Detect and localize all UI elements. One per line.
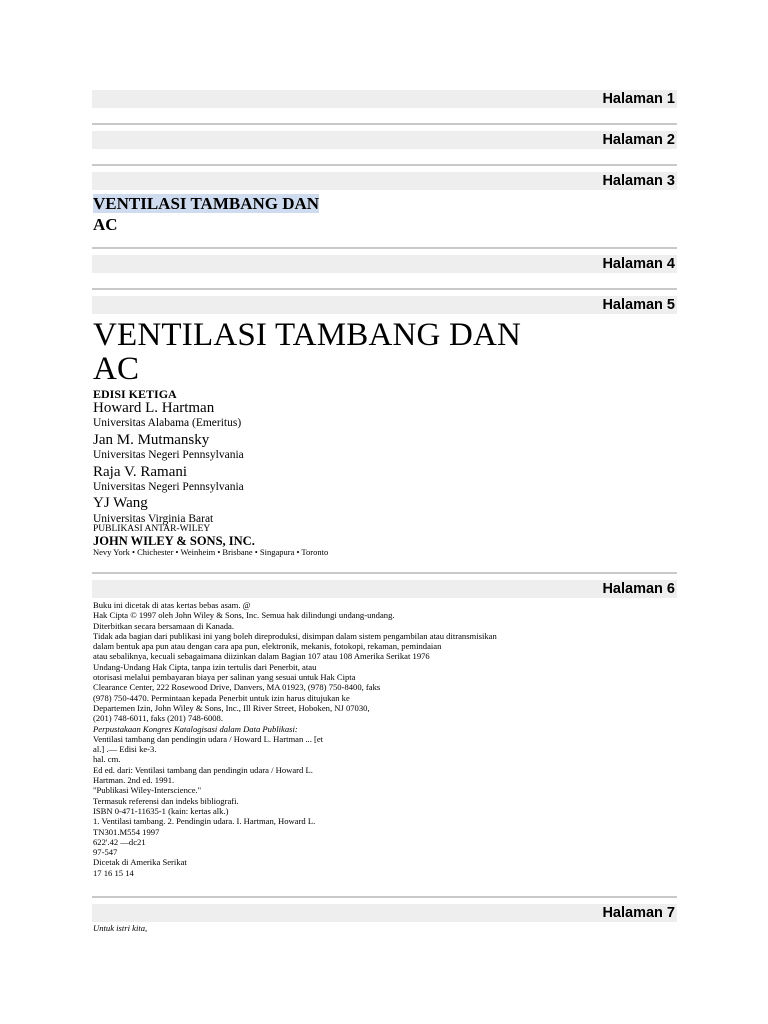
copyright-line: 17 16 15 14 (93, 867, 134, 878)
author-name: YJ Wang (93, 495, 148, 511)
copyright-line: Ventilasi tambang dan pendingin udara / Howard L. Hartman ... [et (93, 733, 324, 744)
page-header-label: Halaman 5 (602, 297, 675, 313)
copyright-line: 97-547 (93, 847, 118, 858)
author-name: Raja V. Ramani (93, 464, 188, 480)
publisher-name: JOHN WILEY & SONS, INC. (93, 534, 255, 548)
copyright-line: 622'.42 —dc21 (93, 836, 146, 847)
page3-title-line1: VENTILASI TAMBANG DAN (93, 194, 320, 213)
page-header-2 (92, 131, 677, 149)
page-header-1 (92, 90, 677, 108)
page-header-label: Halaman 3 (602, 173, 675, 189)
copyright-line: Clearance Center, 222 Rosewood Drive, Danvers, MA 01923, (978) 750-8400, faks (93, 682, 381, 693)
copyright-line: TN301.M554 1997 (93, 826, 160, 837)
page-header-label: Halaman 7 (602, 905, 675, 921)
copyright-line: Hak Cipta © 1997 oleh John Wiley & Sons, Inc. Semua hak dilindungi undang-undang. (93, 610, 395, 621)
page-divider (92, 123, 677, 125)
page-divider (92, 572, 677, 574)
page-header-label: Halaman 4 (602, 256, 675, 272)
author-affiliation: Universitas Alabama (Emeritus) (93, 417, 242, 429)
author-name: Jan M. Mutmansky (93, 432, 210, 448)
author-affiliation: Universitas Negeri Pennsylvania (93, 481, 244, 493)
copyright-line: (201) 748-6011, faks (201) 748-6008. (93, 713, 223, 724)
page-header-4 (92, 255, 677, 273)
copyright-line: Buku ini dicetak di atas kertas bebas asam. @ (93, 600, 251, 610)
page-divider (92, 288, 677, 290)
dedication: Untuk istri kita, (93, 923, 148, 933)
book-title-line2: AC (93, 351, 140, 387)
cip-heading: Perpustakaan Kongres Katalogisasi dalam Data Publikasi: (93, 723, 298, 734)
copyright-line: Termasuk referensi dan indeks bibliografi. (93, 795, 239, 806)
publisher-cities: Nevy York • Chichester • Weinheim • Brisbane • Singapura • Toronto (93, 547, 329, 557)
page-header-5 (92, 296, 677, 314)
copyright-line: Departemen Izin, John Wiley & Sons, Inc., Ill River Street, Hoboken, NJ 07030, (93, 702, 370, 713)
page-divider (92, 896, 677, 898)
copyright-line: (978) 750-4470. Permintaan kepada Penerbit untuk izin harus ditujukan ke (93, 692, 350, 703)
copyright-line: "Publikasi Wiley-Interscience." (93, 785, 202, 796)
book-title-line1: VENTILASI TAMBANG DAN (93, 317, 522, 353)
edition: EDISI KETIGA (93, 387, 177, 401)
page-header-label: Halaman 6 (602, 581, 675, 597)
copyright-line: Dicetak di Amerika Serikat (93, 857, 187, 868)
author-affiliation: Universitas Negeri Pennsylvania (93, 449, 244, 461)
page3-title (93, 194, 319, 214)
copyright-line: 1. Ventilasi tambang. 2. Pendingin udara. I. Hartman, Howard L. (93, 816, 316, 827)
copyright-line: al.] .— Edisi ke-3. (93, 744, 157, 755)
page3-title-line2: AC (93, 215, 118, 234)
page-header-label: Halaman 2 (602, 132, 675, 148)
copyright-line: atau sebaliknya, kecuali sebagaimana diizinkan dalam Bagian 107 atau 108 Amerika Serikat 1976 (93, 651, 430, 662)
publisher-imprint: PUBLIKASI ANTAR-WILEY (93, 524, 211, 534)
copyright-line: Tidak ada bagian dari publikasi ini yang boleh direproduksi, disimpan dalam sistem pengambilan atau ditransmisikan (93, 630, 497, 641)
page-divider (92, 247, 677, 249)
page-header-label: Halaman 1 (602, 91, 675, 107)
copyright-block (93, 600, 563, 878)
copyright-line: dalam bentuk apa pun atau dengan cara apa pun, elektronik, mekanis, fotokopi, rekaman, pemindaian (93, 641, 442, 652)
copyright-line: Diterbitkan secara bersamaan di Kanada. (93, 620, 235, 631)
copyright-line: Ed ed. dari: Ventilasi tambang dan pendingin udara / Howard L. (93, 764, 313, 775)
author-affiliation: Universitas Virginia Barat (93, 513, 214, 525)
author-name: Howard L. Hartman (93, 400, 215, 416)
page-header-6 (92, 580, 677, 598)
page-header-3 (92, 172, 677, 190)
copyright-line: ISBN 0-471-11635-1 (kain: kertas alk.) (93, 805, 229, 816)
copyright-line: otorisasi melalui pembayaran biaya per salinan yang sesuai untuk Hak Cipta (93, 672, 356, 683)
copyright-line: Undang-Undang Hak Cipta, tanpa izin tertulis dari Penerbit, atau (93, 661, 317, 672)
copyright-line: hal. cm. (93, 754, 121, 765)
page-divider (92, 164, 677, 166)
copyright-line: Hartman. 2nd ed. 1991. (93, 775, 175, 786)
page-header-7 (92, 904, 677, 922)
